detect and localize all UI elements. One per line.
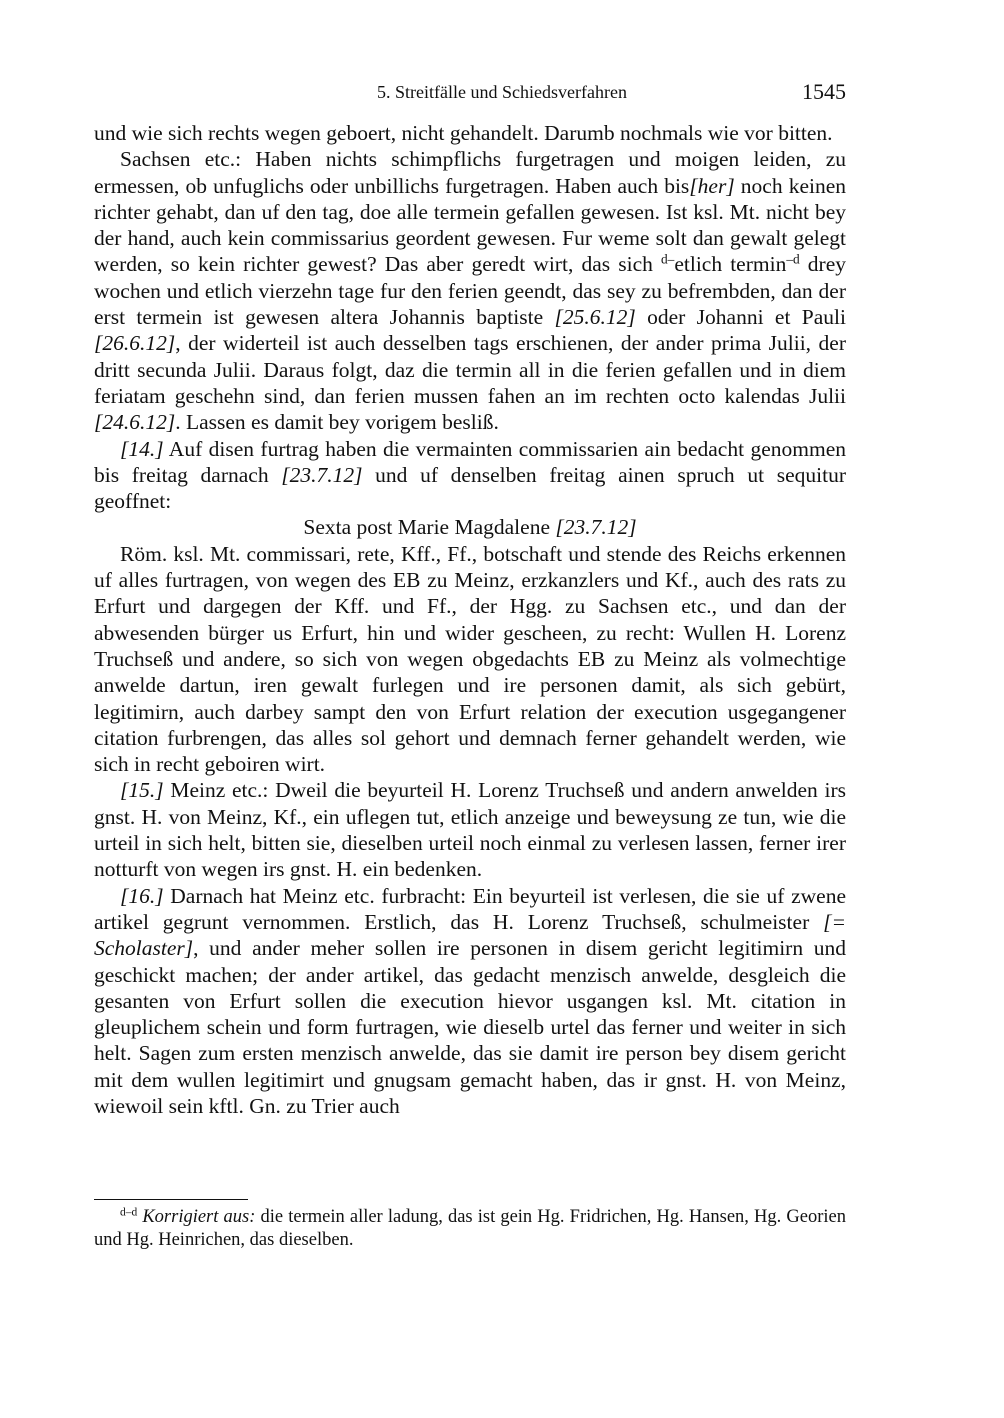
editorial-insertion: [= Scholaster] xyxy=(94,909,846,961)
editorial-date: [23.7.12] xyxy=(281,462,363,487)
footnote xyxy=(94,1206,846,1252)
main-text xyxy=(94,120,846,1119)
text-run: und uf denselben freitag ainen spruch ut sequitur geoffnet: xyxy=(94,462,846,514)
section-number: [16.] xyxy=(120,883,164,908)
text-run: . Lassen es damit bey vorigem besliß. xyxy=(175,410,499,435)
editorial-date: [24.6.12] xyxy=(94,410,176,435)
text-run: Auf disen furtrag haben die vermainten commissarien ain bedacht genommen bis freitag darnach xyxy=(94,436,846,487)
footnote-label: Korrigiert aus: xyxy=(142,1207,256,1227)
editorial-date: [23.7.12] xyxy=(555,515,637,540)
text-run: Sexta post Marie Magdalene xyxy=(303,515,556,540)
paragraph: und wie sich rechts wegen geboert, nicht gehandelt. Darumb nochmals wie vor bitten. xyxy=(94,121,833,145)
text-run: noch keinen richter gehabt, dan uf den tag, doe alle termein gefallen gewesen. Ist ksl. Mt. nicht bey der hand, auch kein commissarius geordent gewesen. Fur weme solt dan gewalt gelegt werden, so kein richter gewest? Das aber geredt wirt, das sich xyxy=(94,173,847,277)
footnote-text xyxy=(94,1206,846,1252)
text-run: drey wochen und etlich vierzehn tage fur den ferien geendt, das sey zu befrembden, dan der erst termein ist gewesen altera Johannis baptiste xyxy=(94,252,847,330)
text-run: , der widerteil ist auch desselben tags erschienen, der ander prima Julii, der dritt secunda Julii. Daraus folgt, daz die termin all in die ferien gefallen und in diem feriatam geschehn sind, dan ferien mussen fahen an im rechten octo kalendas Julii xyxy=(94,331,846,408)
text-run: Darnach hat Meinz etc. furbracht: Ein beyurteil ist verlesen, die sie uf zwene artikel gegrunt vernommen. Erstlich, das H. Lorenz Truchseß, schulmeister xyxy=(94,883,846,934)
footnote-mark: d–d xyxy=(120,1206,138,1219)
date-heading xyxy=(94,514,846,540)
text-run: , und ander meher sollen ire personen in disem gericht legitimirn und geschickt machen; der ander artikel, das gedacht menzisch anwelde, desgleich die gesanten von Erfurt sollen die execution hievor usgangen ksl. Mt. citation in gleuplichem schein und form furtragen, wie dieselb urtel das ferner und weiter in sich helt. Sagen zum ersten menzisch anwelde, das sie damit ire person bey disem gericht mit dem wullen legitimirt und gnugsam gemacht haben, das ir gnst. H. von Meinz, wiewoil sein kftl. Gn. zu Trier auch xyxy=(94,936,846,1118)
paragraph xyxy=(94,883,846,1120)
text-run: etlich termin xyxy=(674,252,787,277)
editorial-insertion: [her] xyxy=(689,173,735,198)
section-number: [14.] xyxy=(120,436,164,461)
text-run: Sachsen etc.: Haben nichts schimpflichs furgetragen und moigen leiden, zu ermessen, ob unfuglichs oder unbillichs furgetragen. Haben auch bis xyxy=(94,147,846,198)
paragraph: Röm. ksl. Mt. commissari, rete, Kff., Ff., botschaft und stende des Reichs erkennen uf alles furtragen, von wegen des EB zu Meinz, erzkanzlers und Kf., auch des rats zu Erfurt und dargegen der Kff. und Ff., der Hgg. zu Sachsen etc., und dan der abwesenden bürger us Erfurt, hin und wider gescheen, zu recht: Wullen H. Lorenz Truchseß und andere, so sich von wegen obgedachts EB zu Meinz als volmechtige anwelde dartun, iren gewalt furlegen und ire personen damit, als sich gebürt, legitimirn, auch darbey sampt den von Erfurt relation der execution usgegangener citation furbrengen, das alles sol gehort und demnach ferner gehandelt werden, wie sich in recht geboiren wirt. xyxy=(94,541,846,777)
running-header: 5. Streitfälle und Schiedsverfahren xyxy=(377,82,627,102)
text-run: Meinz etc.: Dweil die beyurteil H. Lorenz Truchseß und andern anwelden irs gnst. H. von Meinz, Kf., ein uflegen tut, etlich anzeige und beweysung ze tun, wie die urteil in sich helt, bitten sie, dieselben urteil noch einmal zu verlesen lassen, ferner irer notturft von wegen irs gnst. H. ein bedenken. xyxy=(94,778,846,882)
footnote-divider xyxy=(94,1199,248,1200)
paragraph xyxy=(94,436,846,515)
footnote-mark-close: –d xyxy=(786,252,800,268)
footnote-mark-open: d– xyxy=(661,252,675,268)
editorial-date: [25.6.12] xyxy=(554,305,636,330)
paragraph xyxy=(94,146,846,435)
section-number: [15.] xyxy=(120,778,164,803)
editorial-date: [26.6.12] xyxy=(94,331,176,356)
page-number: 1545 xyxy=(802,79,846,104)
text-run: oder Johanni et Pauli xyxy=(635,305,846,330)
paragraph xyxy=(94,777,846,882)
text-run: die termein aller ladung, das ist gein Hg. Fridrichen, Hg. Hansen, Hg. Georien und Hg. Heinrichen, das dieselben. xyxy=(94,1207,846,1250)
